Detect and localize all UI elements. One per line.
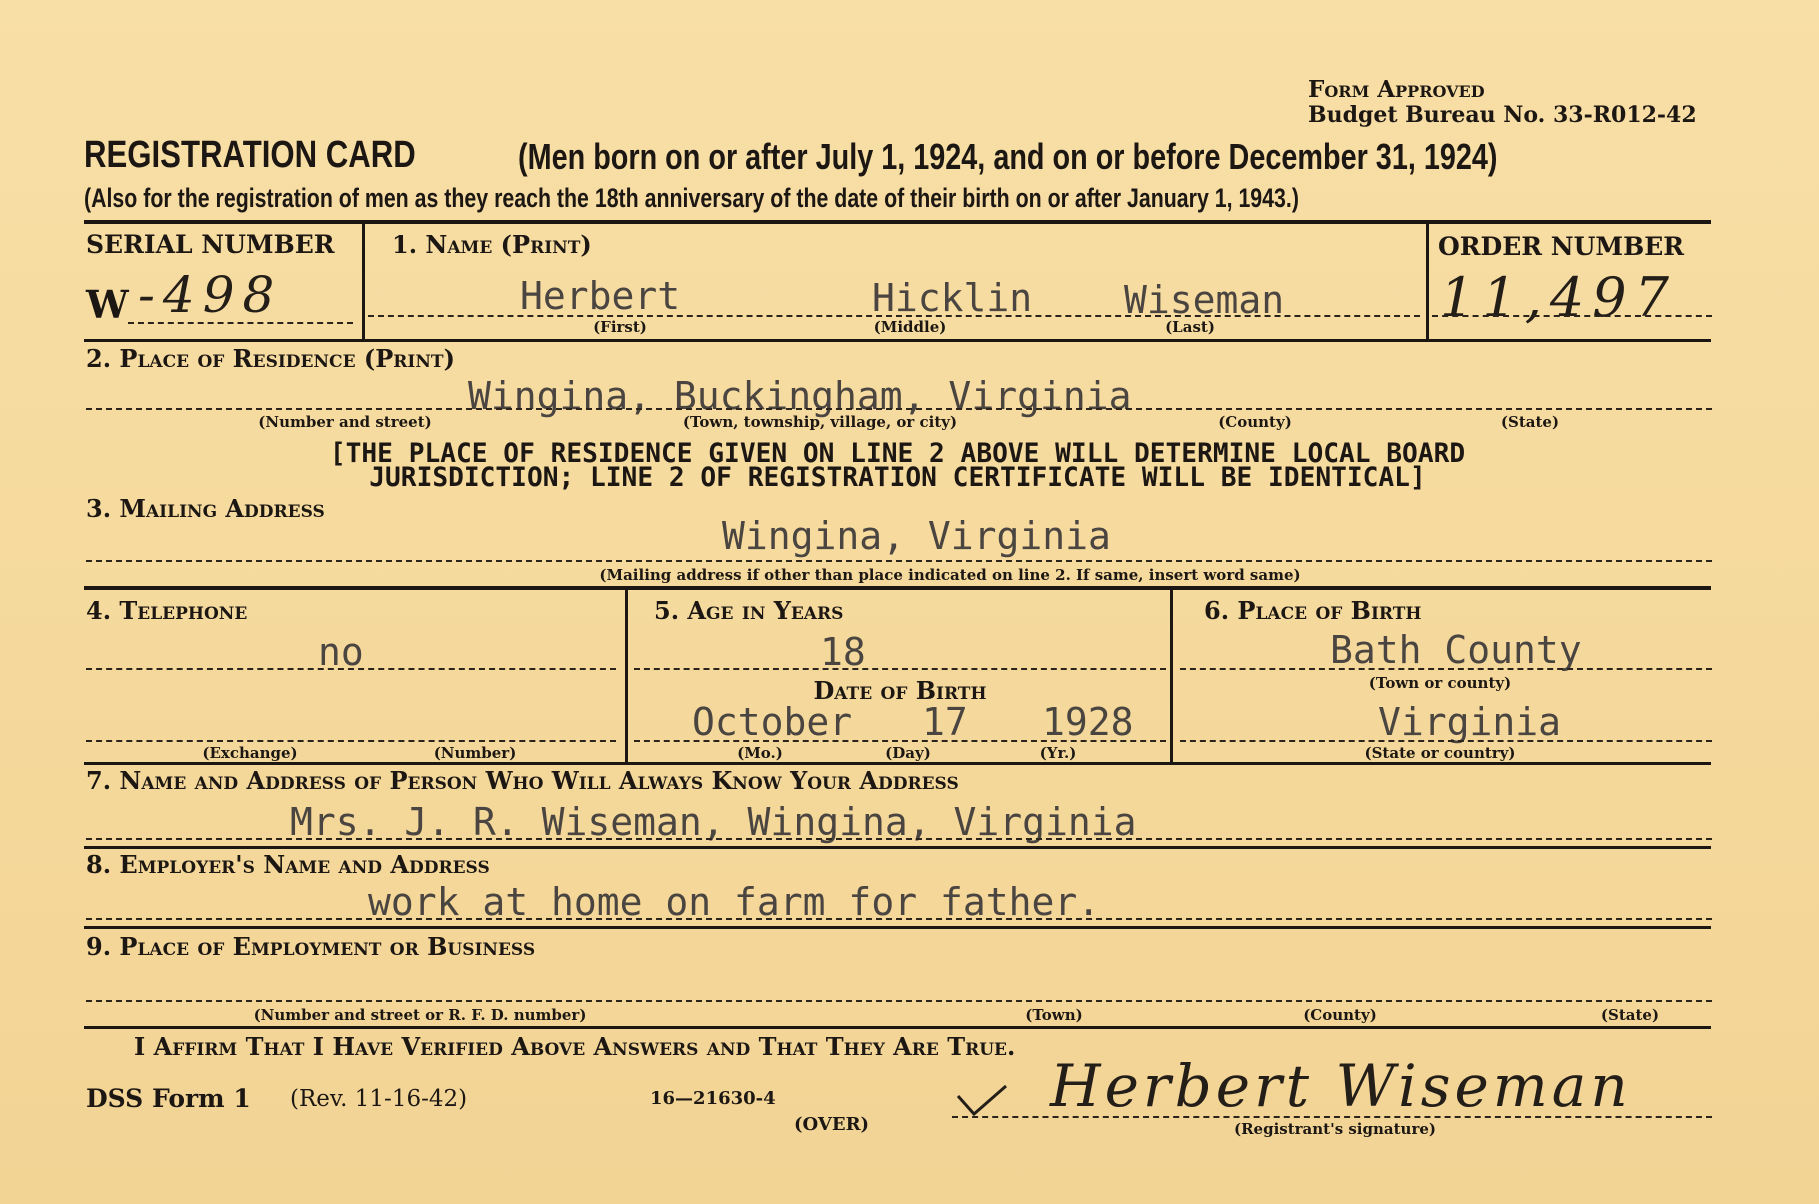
serial-number-label: SERIAL NUMBER	[86, 230, 335, 259]
employment-county-caption: (County)	[1303, 1006, 1377, 1024]
birthplace-label: 6. Place of Birth	[1204, 596, 1422, 625]
employment-state-caption: (State)	[1600, 1006, 1660, 1024]
residence-street-caption: (Number and street)	[258, 413, 432, 431]
telephone-value: no	[318, 630, 364, 674]
birth-state-caption: (State or country)	[1364, 744, 1516, 762]
exchange-caption: (Exchange)	[202, 744, 298, 762]
order-number-label: ORDER NUMBER	[1438, 232, 1685, 261]
employment-place-label: 9. Place of Employment or Business	[86, 932, 536, 961]
mailing-address-value: Wingina, Virginia	[722, 514, 1111, 558]
name-label: 1. Name (Print)	[392, 230, 592, 259]
print-number: 16—21630-4	[650, 1088, 776, 1109]
contact-person-label: 7. Name and Address of Person Who Will Always Know Your Address	[86, 766, 959, 795]
serial-divider	[362, 224, 365, 339]
employment-street-caption: (Number and street or R. F. D. number)	[253, 1006, 587, 1024]
birth-town-caption: (Town or county)	[1368, 674, 1512, 692]
month-caption: (Mo.)	[737, 744, 783, 762]
age-label: 5. Age in Years	[654, 596, 844, 625]
registrant-signature: Herbert Wiseman	[1050, 1052, 1632, 1120]
residence-value: Wingina, Buckingham, Virginia	[468, 374, 1132, 418]
residence-label: 2. Place of Residence (Print)	[86, 344, 455, 373]
over-note: (OVER)	[794, 1114, 870, 1135]
birth-town-value: Bath County	[1330, 628, 1582, 672]
jurisdiction-notice-line2: JURISDICTION; LINE 2 OF REGISTRATION CERTIFICATE WILL BE IDENTICAL]	[369, 462, 1426, 493]
order-number-value: 11,497	[1440, 266, 1677, 329]
contact-person-value: Mrs. J. R. Wiseman, Wingina, Virginia	[290, 800, 1137, 844]
affirmation-text: I Affirm That I Have Verified Above Answers and That They Are True.	[134, 1032, 1016, 1061]
birth-state-value: Virginia	[1378, 700, 1562, 744]
day-caption: (Day)	[885, 744, 931, 762]
jurisdiction-notice-line1: [THE PLACE OF RESIDENCE GIVEN ON LINE 2 ABOVE WILL DETERMINE LOCAL BOARD	[329, 438, 1466, 469]
last-name-value: Wiseman	[1124, 278, 1285, 322]
serial-number-value: -498	[138, 266, 283, 324]
number-caption: (Number)	[433, 744, 517, 762]
check-mark-icon	[952, 1080, 1012, 1120]
order-divider	[1426, 224, 1429, 339]
form-subtitle: (Men born on or after July 1, 1924, and on or before December 31, 1924)	[518, 136, 1498, 177]
employer-label: 8. Employer's Name and Address	[86, 850, 490, 879]
top-rule	[84, 220, 1711, 224]
year-caption: (Yr.)	[1039, 744, 1077, 762]
telephone-label: 4. Telephone	[86, 596, 248, 625]
first-name-value: Herbert	[520, 274, 681, 318]
form-approved: Form Approved	[1308, 76, 1485, 103]
signature-caption: (Registrant's signature)	[1233, 1120, 1437, 1138]
birth-month-value: October	[692, 700, 853, 744]
employment-town-caption: (Town)	[1025, 1006, 1083, 1024]
residence-town-caption: (Town, township, village, or city)	[682, 413, 958, 431]
dss-form-id: DSS Form 1	[86, 1084, 251, 1113]
residence-state-caption: (State)	[1500, 413, 1560, 431]
also-registration-note: (Also for the registration of men as they reach the 18th anniversary of the date of their birth on or after January 1, 1943.)	[84, 183, 1299, 213]
budget-bureau: Budget Bureau No. 33-R012-42	[1308, 102, 1697, 128]
form-title: REGISTRATION CARD	[84, 134, 416, 176]
first-caption: (First)	[593, 318, 647, 336]
residence-county-caption: (County)	[1218, 413, 1292, 431]
mailing-caption: (Mailing address if other than place indicated on line 2. If same, insert word same)	[599, 566, 1301, 584]
date-of-birth-label: Date of Birth	[813, 676, 987, 705]
serial-prefix: W	[86, 282, 129, 327]
middle-name-value: Hicklin	[872, 276, 1033, 320]
age-value: 18	[820, 630, 866, 674]
birth-year-value: 1928	[1042, 700, 1134, 744]
middle-caption: (Middle)	[873, 318, 947, 336]
employer-value: work at home on farm for father.	[368, 880, 1101, 924]
mailing-address-label: 3. Mailing Address	[86, 494, 325, 523]
last-caption: (Last)	[1165, 318, 1215, 336]
form-revision: (Rev. 11-16-42)	[290, 1086, 468, 1112]
birth-day-value: 17	[922, 700, 968, 744]
